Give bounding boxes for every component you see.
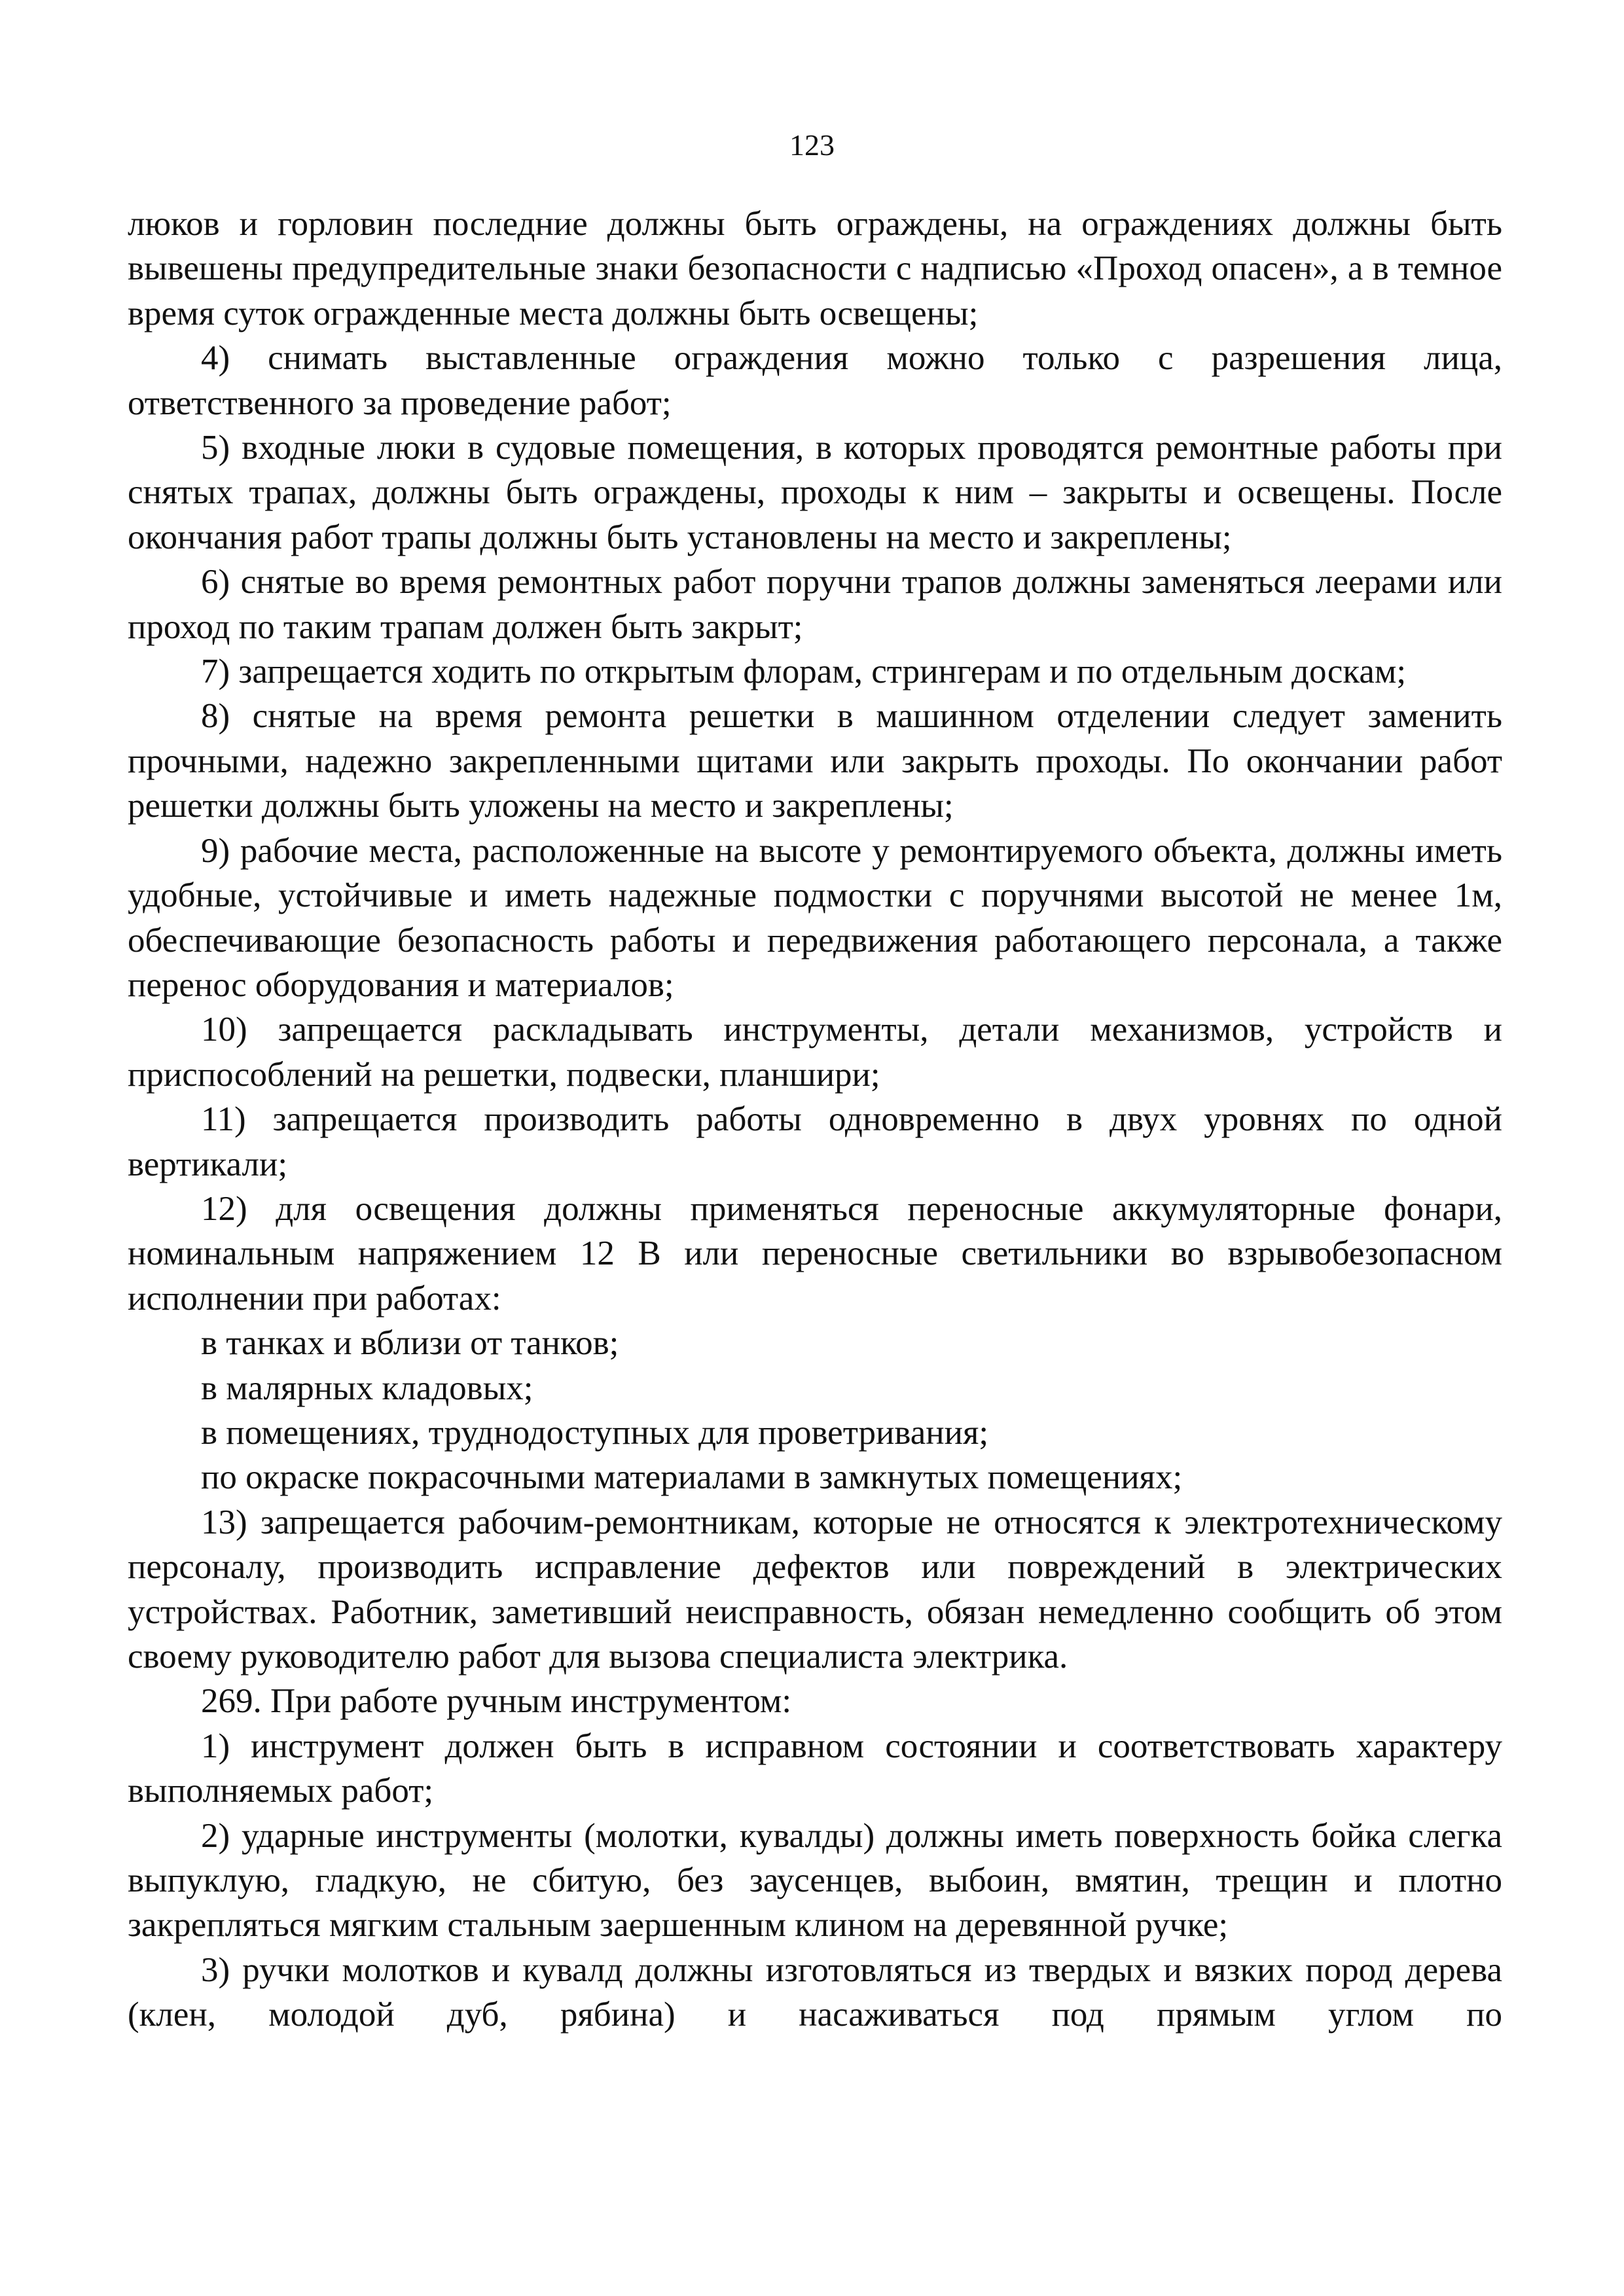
list-item-4: 4) снимать выставленные ограждения можно только с разрешения лица, ответственного за проведение работ;	[128, 339, 1502, 422]
paragraph-continuation: люков и горловин последние должны быть ограждены, на ограждениях должны быть вывешены предупредительные знаки безопасности с надписью «Проход опасен», а в темное время суток огражденные места должны быть освещены;	[128, 205, 1502, 332]
list-item-11: 11) запрещается производить работы одновременно в двух уровнях по одной вертикали;	[128, 1100, 1502, 1183]
list-item-9: 9) рабочие места, расположенные на высоте у ремонтируемого объекта, должны иметь удобные, устойчивые и иметь надежные подмостки с поручнями высотой не менее 1м, обеспечивающие безопасность работы и передвижения работающего персонала, а также перенос оборудования и материалов;	[128, 831, 1502, 1004]
list-item-12: 12) для освещения должны применяться переносные аккумуляторные фонари, номинальным напряжением 12 В или переносные светильники во взрывобезопасном исполнении при работах:	[128, 1189, 1502, 1318]
sub-item-hard-to-ventilate: в помещениях, труднодоступных для проветривания;	[201, 1413, 989, 1452]
sub-item-painting: по окраске покрасочными материалами в замкнутых помещениях;	[201, 1458, 1183, 1497]
sub-item-tanks: в танках и вблизи от танков;	[201, 1324, 619, 1363]
page-number: 123	[789, 128, 835, 162]
list-item-5: 5) входные люки в судовые помещения, в которых проводятся ремонтные работы при снятых трапах, должны быть ограждены, проходы к ним – закрыты и освещены. После окончания работ трапы должны быть установлены на место и закреплены;	[128, 429, 1502, 556]
list-item-7: 7) запрещается ходить по открытым флорам, стрингерам и по отдельным доскам;	[201, 653, 1407, 691]
document-body	[128, 202, 1502, 2037]
section-269-item-2: 2) ударные инструменты (молотки, кувалды) должны иметь поверхность бойка слегка выпуклую, гладкую, не сбитую, без заусенцев, выбоин, вмятин, трещин и плотно закрепляться мягким стальным заершенным клином на деревянной ручке;	[128, 1816, 1502, 1945]
list-item-13: 13) запрещается рабочим-ремонтникам, которые не относятся к электротехническому персоналу, производить исправление дефектов или повреждений в электрических устройствах. Работник, заметивший неисправность, обязан немедленно сообщить об этом своему руководителю работ для вызова специалиста электрика.	[128, 1503, 1502, 1676]
section-269-item-3: 3) ручки молотков и кувалд должны изготовляться из твердых и вязких пород дерева (клен, молодой дуб, рябина) и насаживаться под прямым углом по	[128, 1950, 1502, 2034]
list-item-6: 6) снятые во время ремонтных работ поручни трапов должны заменяться леерами или проход по таким трапам должен быть закрыт;	[128, 563, 1502, 646]
list-item-8: 8) снятые на время ремонта решетки в машинном отделении следует заменить прочными, надежно закрепленными щитами или закрыть проходы. По окончании работ решетки должны быть уложены на место и закреплены;	[128, 697, 1502, 825]
list-item-10: 10) запрещается раскладывать инструменты, детали механизмов, устройств и приспособлений на решетки, подвески, планшири;	[128, 1011, 1502, 1094]
section-269-heading: 269. При работе ручным инструментом:	[201, 1682, 792, 1721]
section-269-item-1: 1) инструмент должен быть в исправном состоянии и соответствовать характеру выполняемых работ;	[128, 1727, 1502, 1810]
sub-item-paint-stores: в малярных кладовых;	[201, 1369, 533, 1407]
